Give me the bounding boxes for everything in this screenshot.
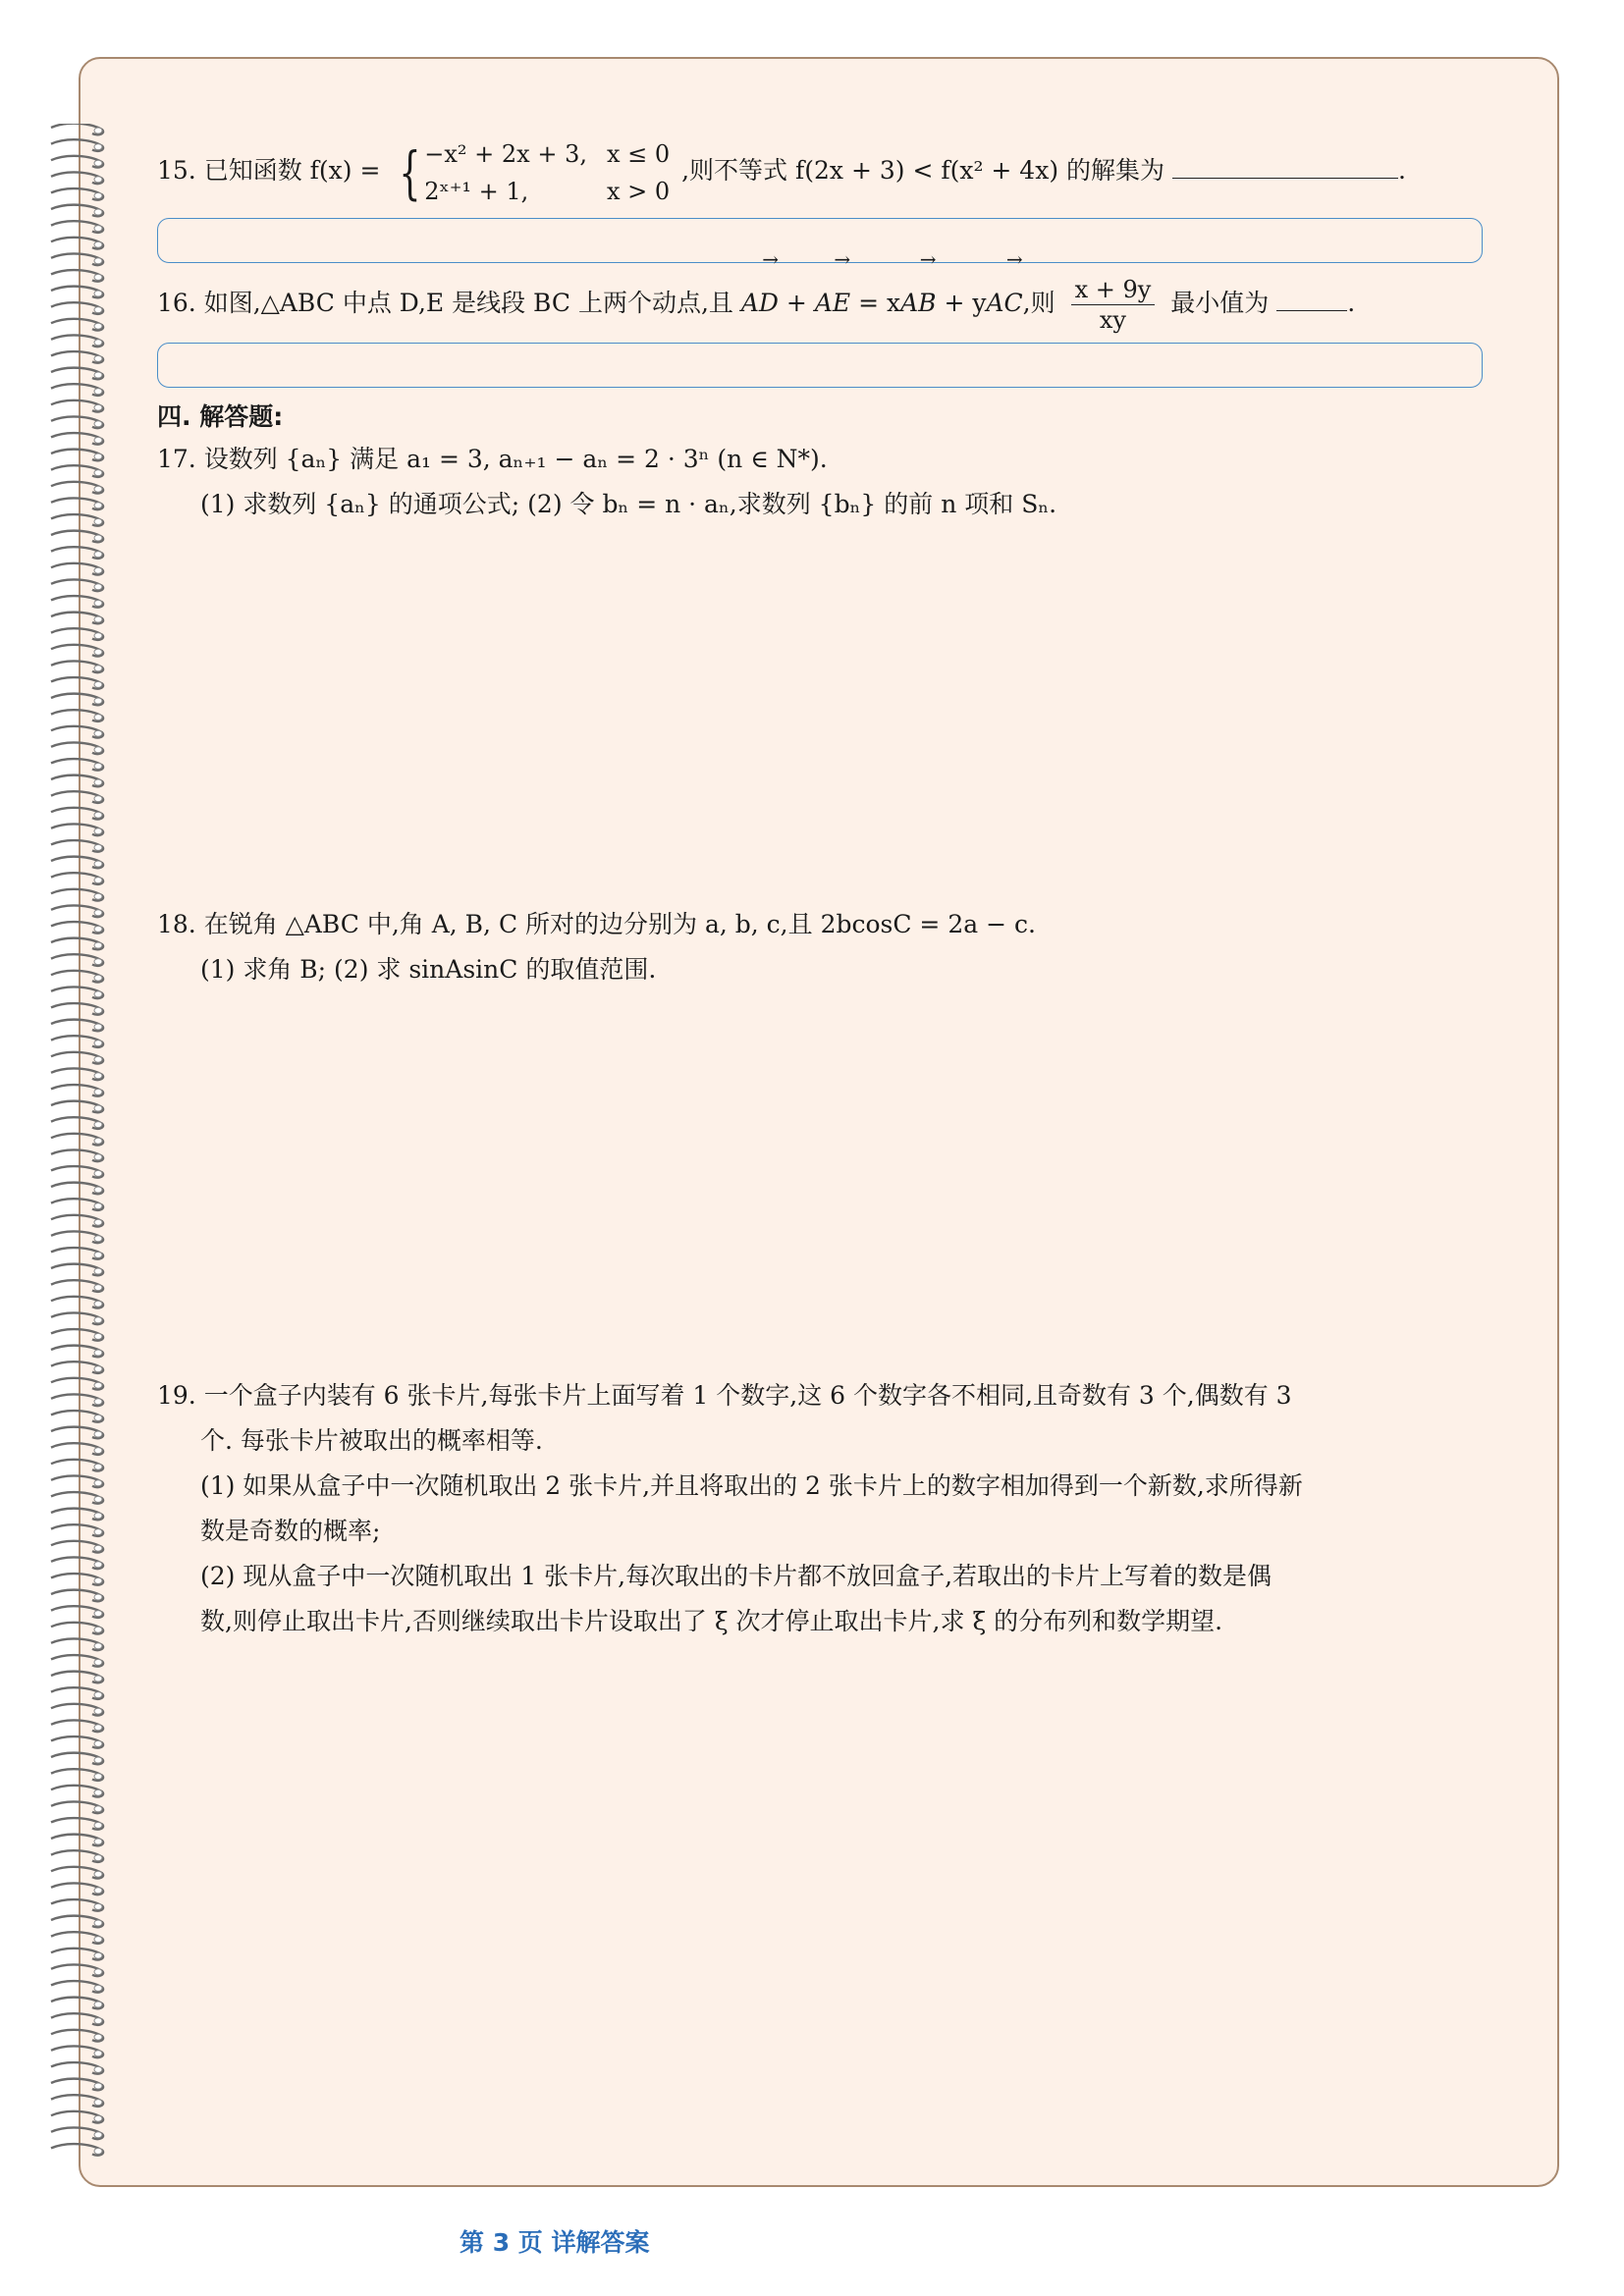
piecewise-function xyxy=(392,135,670,210)
spiral-hole xyxy=(94,144,102,150)
q18-stem: 18. 在锐角 △ABC 中,角 A, B, C 所对的边分别为 a, b, c,且 2bcosC = 2a − c. xyxy=(157,909,1036,938)
spiral-hole xyxy=(94,1496,102,1502)
spiral-hole xyxy=(94,1594,102,1600)
spiral-hole xyxy=(94,1203,102,1209)
spiral-hole xyxy=(94,600,102,606)
spiral-hole xyxy=(94,1789,102,1795)
spiral-hole xyxy=(94,1577,102,1583)
q18-parts: (1) 求角 B; (2) 求 sinAsinC 的取值范围. xyxy=(200,954,657,984)
spiral-hole xyxy=(94,1285,102,1291)
spiral-hole xyxy=(94,389,102,395)
spiral-hole xyxy=(94,355,102,361)
spiral-hole xyxy=(94,730,102,736)
fraction-denominator: xy xyxy=(1099,305,1126,334)
spiral-hole xyxy=(94,1399,102,1405)
worksheet-content xyxy=(157,133,1483,1644)
spiral-hole xyxy=(94,241,102,247)
spiral-hole xyxy=(94,2034,102,2040)
spiral-hole xyxy=(94,1138,102,1144)
spiral-hole xyxy=(94,633,102,639)
spiral-hole xyxy=(94,1073,102,1079)
spiral-hole xyxy=(94,1448,102,1454)
spiral-hole xyxy=(94,274,102,280)
spiral-hole xyxy=(94,666,102,671)
q16-plus2: + y xyxy=(936,288,987,317)
q19-part1-line1: (1) 如果从盒子中一次随机取出 2 张卡片,并且将取出的 2 张卡片上的数字相加得到一个新数,求所得新 xyxy=(200,1470,1303,1500)
spiral-hole xyxy=(94,177,102,183)
spiral-hole xyxy=(94,942,102,948)
spiral-hole xyxy=(94,1382,102,1388)
spiral-hole xyxy=(94,584,102,590)
page-footer: 第 3 页 详解答案 xyxy=(460,2228,650,2257)
spiral-hole xyxy=(94,1105,102,1111)
spiral-hole xyxy=(94,1888,102,1894)
spiral-hole xyxy=(94,1952,102,1958)
spiral-hole xyxy=(94,2018,102,2024)
spiral-hole xyxy=(94,1007,102,1013)
spiral-hole xyxy=(94,2115,102,2121)
brace-icon: { xyxy=(399,138,421,206)
spiral-hole xyxy=(94,192,102,198)
spiral-hole xyxy=(94,1089,102,1095)
q15-tail: ,则不等式 f(2x + 3) < f(x² + 4x) 的解集为 xyxy=(681,156,1165,185)
spiral-hole xyxy=(94,1187,102,1193)
spiral-hole xyxy=(94,128,102,133)
spiral-hole xyxy=(94,1871,102,1877)
spiral-hole xyxy=(94,681,102,687)
spiral-hole xyxy=(94,796,102,802)
q16-answer-blank[interactable] xyxy=(1276,289,1347,311)
spiral-hole xyxy=(94,1740,102,1746)
spiral-hole xyxy=(94,1708,102,1714)
spiral-hole xyxy=(94,1268,102,1274)
spiral-hole xyxy=(94,372,102,378)
spiral-hole xyxy=(94,1366,102,1372)
q15-lead: 15. 已知函数 f(x) = xyxy=(157,156,389,185)
spiral-hole xyxy=(94,779,102,785)
spiral-hole xyxy=(94,1985,102,1991)
spiral-hole xyxy=(94,1969,102,1975)
spiral-hole xyxy=(94,1757,102,1763)
spiral-hole xyxy=(94,763,102,769)
spiral-hole xyxy=(94,2066,102,2072)
spiral-hole xyxy=(94,307,102,313)
spiral-hole xyxy=(94,1562,102,1568)
spiral-hole xyxy=(94,1692,102,1698)
spiral-hole xyxy=(94,828,102,834)
spiral-hole xyxy=(94,454,102,459)
q17-parts: (1) 求数列 {aₙ} 的通项公式; (2) 令 bₙ = n · aₙ,求数列 {bₙ} 的前 n 项和 Sₙ. xyxy=(200,489,1057,518)
q19-part2-line1: (2) 现从盒子中一次随机取出 1 张卡片,每次取出的卡片都不放回盒子,若取出的卡片上写着的数是偶 xyxy=(200,1561,1272,1590)
spiral-hole xyxy=(94,649,102,655)
spiral-hole xyxy=(94,2002,102,2007)
question-15 xyxy=(157,133,1483,210)
q16-tail: 最小值为 xyxy=(1170,288,1270,317)
q15-answer-blank[interactable] xyxy=(1172,156,1398,179)
question-16 xyxy=(157,273,1483,335)
q19-stem-line2: 个. 每张卡片被取出的概率相等. xyxy=(200,1425,543,1455)
spiral-hole xyxy=(94,1219,102,1225)
q16-lead: 16. 如图,△ABC 中点 D,E 是线段 BC 上两个动点,且 xyxy=(157,288,733,317)
spiral-hole xyxy=(94,1513,102,1519)
case1-cond: x ≤ 0 xyxy=(606,139,671,168)
spiral-hole xyxy=(94,1659,102,1665)
spiral-hole xyxy=(94,1725,102,1731)
spiral-hole xyxy=(94,1317,102,1323)
spiral-hole xyxy=(94,2100,102,2106)
spiral-hole xyxy=(94,291,102,296)
spiral-hole xyxy=(94,1903,102,1909)
section-title: 四. 解答题: xyxy=(157,401,284,431)
spiral-hole xyxy=(94,1333,102,1339)
q16-plus1: + xyxy=(778,288,815,317)
spiral-hole xyxy=(94,323,102,329)
spiral-hole xyxy=(94,1839,102,1844)
spiral-hole xyxy=(94,2148,102,2154)
spiral-hole xyxy=(94,1154,102,1160)
spiral-hole xyxy=(94,1252,102,1257)
q15-end: . xyxy=(1397,156,1406,185)
spiral-hole xyxy=(94,1643,102,1649)
spiral-hole xyxy=(94,567,102,573)
spiral-hole xyxy=(94,747,102,753)
spiral-hole xyxy=(94,437,102,443)
vector-ac: → AC xyxy=(986,273,1022,334)
vector-ae: → AE xyxy=(815,273,850,334)
case2-cond: x > 0 xyxy=(606,177,671,205)
spiral-hole xyxy=(94,1236,102,1242)
spiral-hole xyxy=(94,991,102,997)
q16-fraction xyxy=(1071,275,1156,335)
q19-stem-line1: 19. 一个盒子内装有 6 张卡片,每张卡片上面写着 1 个数字,这 6 个数字各不相同,且奇数有 3 个,偶数有 3 xyxy=(157,1380,1292,1410)
spiral-hole xyxy=(94,1855,102,1861)
spiral-hole xyxy=(94,975,102,981)
spiral-hole xyxy=(94,893,102,899)
spiral-hole xyxy=(94,2083,102,2089)
spiral-hole xyxy=(94,878,102,883)
spiral-hole xyxy=(94,226,102,232)
spiral-hole xyxy=(94,1301,102,1307)
spiral-hole xyxy=(94,1464,102,1469)
spiral-hole xyxy=(94,616,102,622)
spiral-hole xyxy=(94,1806,102,1812)
q16-answer-box[interactable] xyxy=(157,343,1483,388)
q16-end: . xyxy=(1347,288,1356,317)
spiral-hole xyxy=(94,1627,102,1632)
q16-then: ,则 xyxy=(1022,288,1056,317)
spiral-hole xyxy=(94,1920,102,1926)
spiral-hole xyxy=(94,518,102,524)
q19-part1-line2: 数是奇数的概率; xyxy=(200,1516,381,1545)
spiral-hole xyxy=(94,715,102,721)
spiral-hole xyxy=(94,2132,102,2138)
question-18 xyxy=(157,902,1483,992)
spiral-hole xyxy=(94,340,102,346)
spiral-hole xyxy=(94,1415,102,1420)
spiral-hole xyxy=(94,1822,102,1828)
question-17 xyxy=(157,437,1483,527)
spiral-hole xyxy=(94,698,102,704)
spiral-hole xyxy=(94,160,102,166)
spiral-hole xyxy=(94,1774,102,1780)
q19-part2-line2: 数,则停止取出卡片,否则继续取出卡片设取出了 ξ 次才停止取出卡片,求 ξ 的分布列和数学期望. xyxy=(200,1606,1223,1635)
spiral-hole xyxy=(94,209,102,215)
spiral-hole xyxy=(94,812,102,818)
spiral-hole xyxy=(94,1350,102,1356)
vector-ad: → AD xyxy=(741,273,779,334)
spiral-hole xyxy=(94,910,102,916)
spiral-hole xyxy=(94,1041,102,1046)
question-19 xyxy=(157,1373,1483,1644)
spiral-hole xyxy=(94,1676,102,1682)
spiral-hole xyxy=(94,404,102,410)
spiral-hole xyxy=(94,1937,102,1943)
spiral-hole xyxy=(94,421,102,427)
case2-expr: 2ˣ⁺¹ + 1, xyxy=(424,177,529,205)
spiral-hole xyxy=(94,1480,102,1486)
q16-eq: = x xyxy=(850,288,901,317)
spiral-hole xyxy=(94,470,102,476)
spiral-hole xyxy=(94,926,102,932)
case1-expr: −x² + 2x + 3, xyxy=(424,139,587,168)
spiral-hole xyxy=(94,1024,102,1030)
spiral-hole xyxy=(94,1170,102,1176)
spiral-hole xyxy=(94,2051,102,2056)
spiral-hole xyxy=(94,535,102,541)
spiral-hole xyxy=(94,1431,102,1437)
spiral-hole xyxy=(94,1545,102,1551)
spiral-hole xyxy=(94,861,102,867)
spiral-hole xyxy=(94,1122,102,1128)
spiral-hole xyxy=(94,486,102,492)
spiral-hole xyxy=(94,959,102,965)
fraction-numerator: x + 9y xyxy=(1071,275,1156,305)
spiral-hole xyxy=(94,1611,102,1617)
spiral-hole xyxy=(94,503,102,508)
spiral-binding xyxy=(47,124,108,2165)
spiral-hole xyxy=(94,1056,102,1062)
vector-ab: → AB xyxy=(900,273,936,334)
spiral-hole xyxy=(94,552,102,558)
spiral-hole xyxy=(94,844,102,850)
spiral-hole xyxy=(94,258,102,264)
q17-stem: 17. 设数列 {aₙ} 满足 a₁ = 3, aₙ₊₁ − aₙ = 2 · 3ⁿ (n ∈ N*). xyxy=(157,444,828,473)
spiral-hole xyxy=(94,1529,102,1535)
